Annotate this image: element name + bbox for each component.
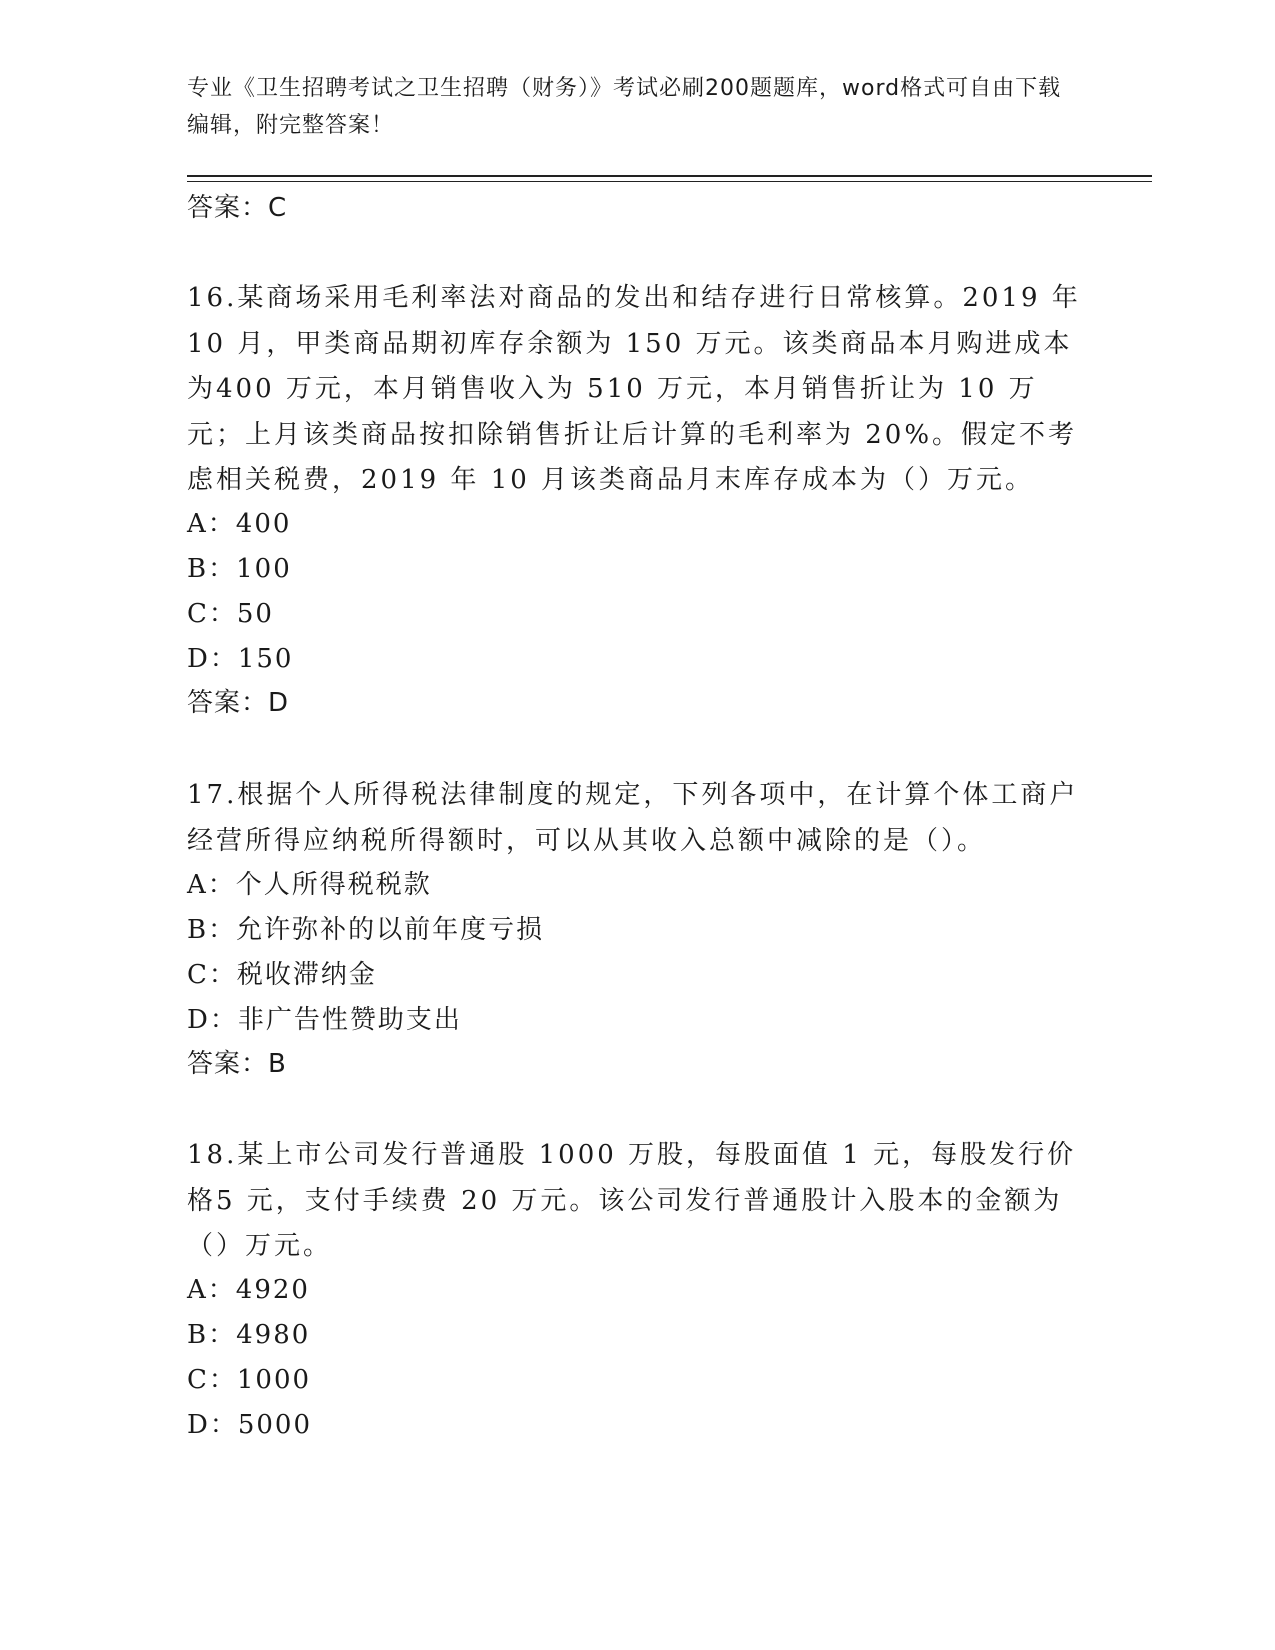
question-17-option-c: C：税收滞纳金 <box>187 960 377 990</box>
question-18-option-a: A：4920 <box>187 1275 310 1305</box>
question-17-option-a: A：个人所得税税款 <box>187 870 432 900</box>
question-17-text: 17.根据个人所得税法律制度的规定，下列各项中，在计算个体工商户经营所得应纳税所得额时，可以从其收入总额中减除的是（）。 <box>187 780 1079 856</box>
question-16-option-d: D：150 <box>187 644 294 674</box>
question-17-answer: 答案：B <box>187 1049 287 1079</box>
question-18-text: 18.某上市公司发行普通股 1000 万股，每股面值 1 元，每股发行价格5 元，支付手续费 20 万元。该公司发行普通股计入股本的金额为（）万元。 <box>187 1140 1077 1261</box>
question-16-answer: 答案：D <box>187 688 290 718</box>
question-17-option-b: B：允许弥补的以前年度亏损 <box>187 915 545 945</box>
question-18-option-d: D：5000 <box>187 1410 313 1440</box>
question-18-option-b: B：4980 <box>187 1320 311 1350</box>
question-16-option-b: B：100 <box>187 554 292 584</box>
question-18-option-c: C：1000 <box>187 1365 312 1395</box>
document-header: 专业《卫生招聘考试之卫生招聘（财务）》考试必刷200题题库，word格式可自由下载编辑，附完整答案！ <box>187 76 1062 138</box>
question-16-text: 16.某商场采用毛利率法对商品的发出和结存进行日常核算。2019 年10 月，甲类商品期初库存余额为 150 万元。该类商品本月购进成本为400 万元，本月销售收入为 510 万元，本月销售折让为 10 万元；上月该类商品按扣除销售折让后计算的毛利率为 20%。假定不考虑相关税费，2019 年 10 月该类商品月末库存成本为（）万元。 <box>187 283 1081 495</box>
previous-answer: 答案：C <box>187 193 288 223</box>
question-17-option-d: D：非广告性赞助支出 <box>187 1005 462 1035</box>
header-divider-thin <box>187 181 1152 182</box>
header-divider-thick <box>187 175 1152 177</box>
question-16-option-a: A：400 <box>187 509 292 539</box>
question-16-option-c: C：50 <box>187 599 274 629</box>
